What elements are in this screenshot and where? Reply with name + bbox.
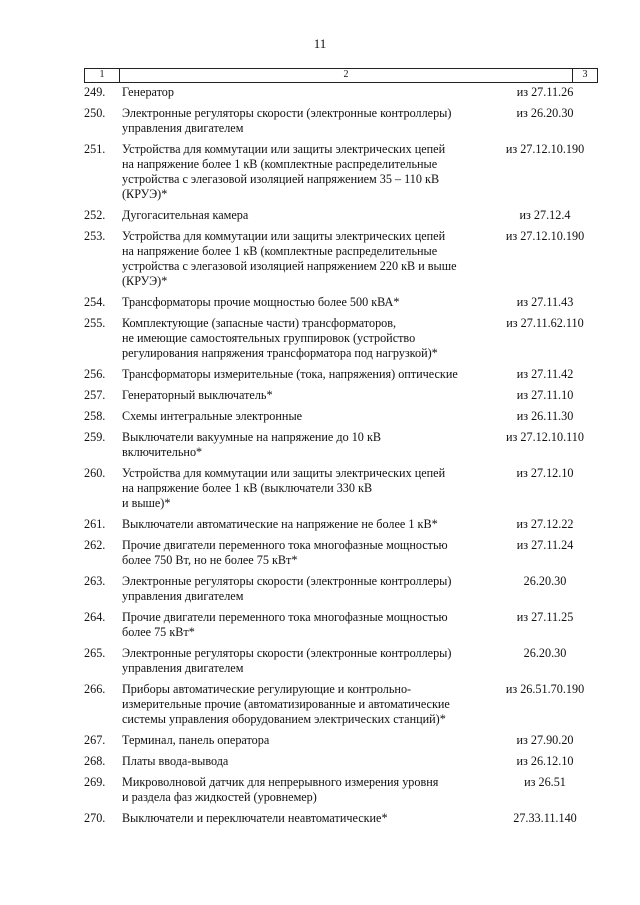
- row-number: 261.: [84, 517, 106, 531]
- table-row: [84, 229, 598, 289]
- row-description: [122, 316, 492, 361]
- row-okpd-code: из 27.11.10: [516, 388, 574, 402]
- description-line: Выключатели и переключатели неавтоматические*: [122, 811, 388, 825]
- description-line: Электронные регуляторы скорости (электронные контроллеры): [122, 106, 452, 120]
- table-row: [84, 85, 598, 100]
- row-number: 266.: [84, 682, 106, 696]
- description-line: Дугогасительная камера: [122, 208, 249, 222]
- row-description: [122, 208, 492, 223]
- row-description: [122, 367, 492, 382]
- row-description: [122, 142, 492, 202]
- description-line: более 75 кВт*: [122, 625, 195, 639]
- table-row: [84, 106, 598, 136]
- row-number: 262.: [84, 538, 106, 552]
- row-description: [122, 229, 492, 289]
- description-line: Схемы интегральные электронные: [122, 409, 303, 423]
- description-line: на напряжение более 1 кВ (комплектные распределительные: [122, 157, 438, 171]
- description-line: и выше)*: [122, 496, 171, 510]
- description-line: Устройства для коммутации или защиты электрических цепей: [122, 466, 446, 480]
- row-number: 254.: [84, 295, 106, 309]
- table-row: [84, 409, 598, 424]
- table-row: [84, 367, 598, 382]
- row-okpd-code: из 27.11.25: [516, 610, 574, 624]
- description-line: Устройства для коммутации или защиты электрических цепей: [122, 142, 446, 156]
- row-description: [122, 646, 492, 676]
- description-line: Трансформаторы измерительные (тока, напряжения) оптические: [122, 367, 458, 381]
- description-line: Приборы автоматические регулирующие и контрольно-: [122, 682, 412, 696]
- row-okpd-code: из 27.12.10.190: [505, 229, 585, 243]
- row-okpd-code: из 27.12.10.110: [506, 430, 584, 444]
- description-line: Прочие двигатели переменного тока многофазные мощностью: [122, 538, 448, 552]
- row-okpd-code: из 27.11.26: [516, 85, 574, 99]
- description-line: Электронные регуляторы скорости (электронные контроллеры): [122, 646, 452, 660]
- table-row: [84, 574, 598, 604]
- row-okpd-code: из 27.11.43: [516, 295, 574, 309]
- page-number: 11: [313, 36, 327, 51]
- description-line: (КРУЭ)*: [122, 187, 168, 201]
- description-line: Генераторный выключатель*: [122, 388, 273, 402]
- row-number: 256.: [84, 367, 106, 381]
- row-number: 250.: [84, 106, 106, 120]
- description-line: устройства с элегазовой изоляцией напряжением 35 – 110 кВ: [122, 172, 440, 186]
- table-body: [84, 83, 598, 826]
- header-col-1: 1: [84, 69, 120, 82]
- row-number: 255.: [84, 316, 106, 330]
- description-line: Микроволновой датчик для непрерывного измерения уровня: [122, 775, 439, 789]
- row-okpd-code: 26.20.30: [523, 646, 567, 660]
- table-row: [84, 466, 598, 511]
- row-description: [122, 574, 492, 604]
- table-row: [84, 775, 598, 805]
- description-line: Устройства для коммутации или защиты электрических цепей: [122, 229, 446, 243]
- description-line: Выключатели автоматические на напряжение не более 1 кВ*: [122, 517, 438, 531]
- row-okpd-code: из 26.12.10: [516, 754, 574, 768]
- table-row: [84, 295, 598, 310]
- row-okpd-code: из 26.51: [524, 775, 566, 789]
- table-row: [84, 388, 598, 403]
- description-line: регулирования напряжения трансформатора под нагрузкой)*: [122, 346, 438, 360]
- description-line: Прочие двигатели переменного тока многофазные мощностью: [122, 610, 448, 624]
- products-table: [84, 68, 598, 826]
- table-row: [84, 610, 598, 640]
- description-line: Электронные регуляторы скорости (электронные контроллеры): [122, 574, 452, 588]
- row-number: 268.: [84, 754, 106, 768]
- row-description: [122, 85, 492, 100]
- row-number: 269.: [84, 775, 106, 789]
- row-description: [122, 811, 492, 826]
- table-row: [84, 430, 598, 460]
- row-description: [122, 754, 492, 769]
- table-row: [84, 316, 598, 361]
- row-number: 257.: [84, 388, 106, 402]
- row-okpd-code: из 27.12.10.190: [505, 142, 585, 156]
- row-number: 258.: [84, 409, 106, 423]
- description-line: Генератор: [122, 85, 174, 99]
- row-description: [122, 430, 492, 460]
- description-line: устройства с элегазовой изоляцией напряжением 220 кВ и выше: [122, 259, 457, 273]
- table-row: [84, 754, 598, 769]
- table-row: [84, 142, 598, 202]
- row-okpd-code: из 27.12.10: [516, 466, 574, 480]
- description-line: Выключатели вакуумные на напряжение до 10 кВ: [122, 430, 381, 444]
- description-line: Платы ввода-вывода: [122, 754, 229, 768]
- table-row: [84, 646, 598, 676]
- description-line: измерительные прочие (автоматизированные и автоматические: [122, 697, 450, 711]
- row-number: 253.: [84, 229, 106, 243]
- row-okpd-code: из 26.20.30: [516, 106, 574, 120]
- row-okpd-code: из 27.90.20: [516, 733, 574, 747]
- row-description: [122, 733, 492, 748]
- row-okpd-code: из 27.12.22: [516, 517, 574, 531]
- table-row: [84, 682, 598, 727]
- row-okpd-code: из 27.11.62.110: [506, 316, 584, 330]
- description-line: Трансформаторы прочие мощностью более 500 кВА*: [122, 295, 400, 309]
- table-row: [84, 733, 598, 748]
- description-line: Комплектующие (запасные части) трансформаторов,: [122, 316, 397, 330]
- description-line: Терминал, панель оператора: [122, 733, 270, 747]
- header-col-3: 3: [572, 69, 598, 82]
- table-header-row: [84, 68, 598, 83]
- description-line: на напряжение более 1 кВ (выключатели 330 кВ: [122, 481, 373, 495]
- description-line: управления двигателем: [122, 661, 244, 675]
- row-description: [122, 295, 492, 310]
- row-description: [122, 538, 492, 568]
- row-description: [122, 466, 492, 511]
- row-number: 263.: [84, 574, 106, 588]
- table-row: [84, 208, 598, 223]
- row-okpd-code: из 27.11.42: [516, 367, 574, 381]
- row-okpd-code: из 26.11.30: [516, 409, 574, 423]
- row-number: 264.: [84, 610, 106, 624]
- table-row: [84, 517, 598, 532]
- description-line: более 750 Вт, но не более 75 кВт*: [122, 553, 298, 567]
- row-number: 251.: [84, 142, 106, 156]
- row-description: [122, 106, 492, 136]
- row-number: 267.: [84, 733, 106, 747]
- description-line: на напряжение более 1 кВ (комплектные распределительные: [122, 244, 438, 258]
- row-number: 265.: [84, 646, 106, 660]
- description-line: (КРУЭ)*: [122, 274, 168, 288]
- table-row: [84, 811, 598, 826]
- description-line: включительно*: [122, 445, 203, 459]
- header-col-2: 2: [343, 69, 349, 80]
- row-number: 260.: [84, 466, 106, 480]
- table-row: [84, 538, 598, 568]
- row-okpd-code: 27.33.11.140: [513, 811, 577, 825]
- row-description: [122, 388, 492, 403]
- description-line: управления двигателем: [122, 121, 244, 135]
- row-description: [122, 682, 492, 727]
- row-okpd-code: из 26.51.70.190: [505, 682, 585, 696]
- row-number: 249.: [84, 85, 106, 99]
- description-line: и раздела фаз жидкостей (уровнемер): [122, 790, 317, 804]
- row-okpd-code: из 27.12.4: [519, 208, 571, 222]
- description-line: управления двигателем: [122, 589, 244, 603]
- row-description: [122, 775, 492, 805]
- row-okpd-code: из 27.11.24: [516, 538, 574, 552]
- row-description: [122, 409, 492, 424]
- row-okpd-code: 26.20.30: [523, 574, 567, 588]
- description-line: не имеющие самостоятельных группировок (устройство: [122, 331, 416, 345]
- row-number: 252.: [84, 208, 106, 222]
- row-number: 259.: [84, 430, 106, 444]
- row-number: 270.: [84, 811, 106, 825]
- description-line: системы управления оборудованием электрических станций)*: [122, 712, 446, 726]
- row-description: [122, 610, 492, 640]
- row-description: [122, 517, 492, 532]
